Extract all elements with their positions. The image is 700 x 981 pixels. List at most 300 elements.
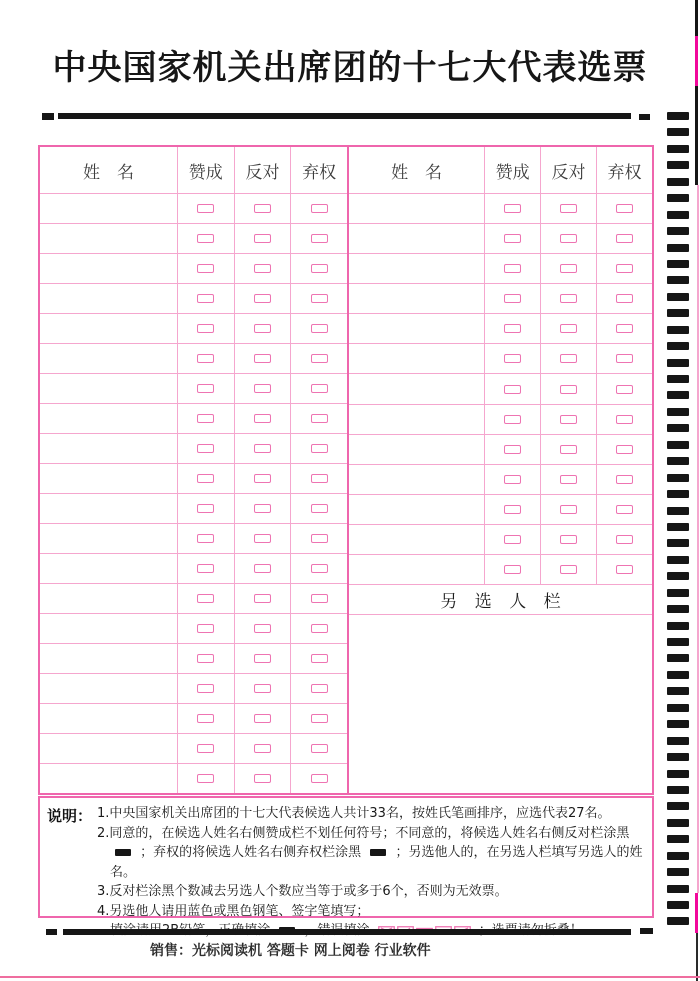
candidate-name-cell[interactable] [40,194,177,223]
vote-bubble-abstain[interactable] [616,204,633,213]
vote-cell-oppose [234,404,291,433]
vote-cell-approve [484,374,540,403]
vote-bubble-abstain[interactable] [311,354,328,363]
timing-mark [667,770,689,778]
timing-mark [667,622,689,630]
timing-mark [667,523,689,531]
vote-cell-oppose [234,434,291,463]
registration-square-bottom-left [46,929,57,935]
vote-bubble-abstain[interactable] [311,234,328,243]
timing-mark [667,161,689,169]
timing-mark [667,917,689,925]
vote-bubble-approve[interactable] [504,565,521,574]
timing-mark [667,260,689,268]
vote-cell-approve [177,554,234,583]
vote-bubble-oppose[interactable] [254,354,271,363]
paper-edge-artifact [695,893,698,933]
vote-bubble-oppose[interactable] [560,535,577,544]
vote-bubble-approve[interactable] [197,474,214,483]
vote-bubble-oppose[interactable] [254,294,271,303]
vote-cell-oppose [234,614,291,643]
vote-cell-approve [484,525,540,554]
timing-mark [667,227,689,235]
candidate-name-cell[interactable] [349,555,484,584]
candidate-row [40,374,347,404]
vote-cell-abstain [290,704,347,733]
candidate-row [40,554,347,584]
vote-bubble-abstain[interactable] [311,414,328,423]
vote-cell-abstain [290,464,347,493]
vote-bubble-oppose[interactable] [254,414,271,423]
candidate-row [349,284,652,314]
timing-mark [667,391,689,399]
vote-cell-oppose [540,405,596,434]
vote-cell-abstain [596,344,652,373]
vote-bubble-approve[interactable] [504,475,521,484]
vote-bubble-abstain[interactable] [616,294,633,303]
vote-bubble-oppose[interactable] [254,504,271,513]
vote-bubble-abstain[interactable] [311,204,328,213]
candidate-row [349,405,652,435]
candidate-row [40,764,347,793]
vote-bubble-approve[interactable] [197,234,214,243]
timing-mark [667,819,689,827]
ballot-table [38,145,654,795]
vote-bubble-abstain[interactable] [311,684,328,693]
vote-cell-oppose [540,495,596,524]
vote-bubble-approve[interactable] [504,505,521,514]
instructions-box [38,796,654,918]
vote-cell-approve [177,374,234,403]
vote-bubble-oppose[interactable] [560,475,577,484]
candidate-name-cell[interactable] [40,584,177,613]
vote-cell-approve [484,194,540,223]
vote-cell-approve [177,704,234,733]
candidate-name-cell[interactable] [349,465,484,494]
candidate-name-cell[interactable] [349,495,484,524]
vote-cell-abstain [290,404,347,433]
vote-cell-oppose [234,554,291,583]
vote-bubble-oppose[interactable] [254,624,271,633]
candidate-name-cell[interactable] [40,554,177,583]
vote-bubble-approve[interactable] [197,654,214,663]
candidate-name-cell[interactable] [349,344,484,373]
candidate-row [349,495,652,525]
vote-bubble-abstain[interactable] [311,714,328,723]
candidate-name-cell[interactable] [40,644,177,673]
candidate-row [349,374,652,404]
header-name: 姓 名 [82,162,134,183]
vote-cell-abstain [290,584,347,613]
candidate-row [40,254,347,284]
timing-mark [667,194,689,202]
write-in-area[interactable] [349,615,652,793]
vote-cell-abstain [596,525,652,554]
vote-bubble-approve[interactable] [504,294,521,303]
vote-bubble-oppose[interactable] [254,264,271,273]
vote-bubble-abstain[interactable] [311,264,328,273]
vote-bubble-oppose[interactable] [254,684,271,693]
header-oppose: 反对 [234,147,291,193]
vote-cell-oppose [540,344,596,373]
header-oppose: 反对 [540,147,596,193]
vote-bubble-approve[interactable] [197,534,214,543]
vote-cell-approve [484,254,540,283]
vote-cell-oppose [540,224,596,253]
vote-cell-approve [484,405,540,434]
vote-bubble-approve[interactable] [197,564,214,573]
vote-bubble-abstain[interactable] [311,504,328,513]
vote-bubble-abstain[interactable] [311,294,328,303]
vote-cell-approve [177,464,234,493]
candidate-row [40,494,347,524]
vote-cell-approve [484,314,540,343]
vote-cell-oppose [540,555,596,584]
vote-cell-approve [177,404,234,433]
vote-cell-approve [177,764,234,793]
vote-cell-oppose [234,224,291,253]
candidate-row [40,464,347,494]
timing-mark [667,424,689,432]
vote-cell-approve [177,494,234,523]
vote-cell-oppose [234,674,291,703]
timing-mark [667,276,689,284]
vote-bubble-approve[interactable] [197,774,214,783]
vote-bubble-oppose[interactable] [560,234,577,243]
candidate-row [40,674,347,704]
vote-bubble-abstain[interactable] [616,234,633,243]
candidate-name-cell[interactable] [40,464,177,493]
timing-mark [667,654,689,662]
vote-bubble-abstain[interactable] [616,385,633,394]
vote-bubble-abstain[interactable] [311,444,328,453]
registration-square-top-left [42,113,54,120]
vote-bubble-approve[interactable] [197,384,214,393]
timing-mark [667,572,689,580]
vote-bubble-approve[interactable] [504,324,521,333]
vote-bubble-oppose[interactable] [254,594,271,603]
candidate-name-cell[interactable] [40,254,177,283]
paper-edge-artifact [696,933,698,981]
candidate-row [349,224,652,254]
vote-bubble-approve[interactable] [197,294,214,303]
vote-cell-abstain [596,284,652,313]
vote-bubble-approve[interactable] [504,264,521,273]
instructions-list [97,804,646,919]
candidate-row [349,344,652,374]
vote-bubble-abstain[interactable] [616,264,633,273]
vote-bubble-approve[interactable] [197,264,214,273]
instruction-text: ；弃权的将候选人姓名右侧弃权栏涂黑 [140,845,362,860]
vote-bubble-oppose[interactable] [560,415,577,424]
vote-cell-oppose [540,284,596,313]
vote-bubble-oppose[interactable] [560,445,577,454]
timing-mark [667,737,689,745]
timing-mark [667,852,689,860]
vote-bubble-abstain[interactable] [311,324,328,333]
vote-cell-oppose [234,344,291,373]
vote-cell-approve [484,465,540,494]
candidate-name-cell[interactable] [40,494,177,523]
vote-bubble-oppose[interactable] [560,565,577,574]
vote-cell-abstain [290,614,347,643]
candidate-name-cell[interactable] [40,344,177,373]
registration-dash-top-right [639,114,650,120]
candidate-name-cell[interactable] [349,405,484,434]
timing-mark [667,309,689,317]
registration-rule-bottom [63,929,631,935]
timing-mark [667,786,689,794]
paper-edge-bottom-line [0,976,700,978]
vote-cell-approve [177,584,234,613]
vote-cell-approve [177,284,234,313]
table-header-row [349,147,652,194]
instruction-item-1 [97,804,646,824]
candidate-name-cell[interactable] [349,194,484,223]
timing-mark [667,704,689,712]
candidate-row [349,435,652,465]
vote-cell-abstain [596,194,652,223]
vote-cell-oppose [540,525,596,554]
vote-cell-abstain [290,374,347,403]
vote-bubble-oppose[interactable] [254,744,271,753]
vote-bubble-approve[interactable] [197,414,214,423]
candidate-name-cell[interactable] [40,284,177,313]
timing-mark [667,375,689,383]
candidate-name-cell[interactable] [40,734,177,763]
candidate-row [349,254,652,284]
candidate-name-cell[interactable] [349,314,484,343]
header-abstain: 弃权 [290,147,347,193]
vote-bubble-oppose[interactable] [254,324,271,333]
timing-mark [667,605,689,613]
candidate-rows-right [349,194,652,585]
vote-bubble-oppose[interactable] [560,324,577,333]
alternate-candidate-header: 另 选 人 栏 [349,585,652,615]
vote-bubble-oppose[interactable] [254,204,271,213]
vote-bubble-oppose[interactable] [560,204,577,213]
vote-cell-approve [177,734,234,763]
paper-edge-artifact [695,86,698,185]
vote-bubble-approve[interactable] [504,204,521,213]
vote-cell-oppose [540,465,596,494]
vote-bubble-approve[interactable] [197,204,214,213]
vote-cell-abstain [596,254,652,283]
timing-mark [667,753,689,761]
vote-cell-oppose [234,734,291,763]
vote-bubble-abstain[interactable] [311,564,328,573]
candidate-name-cell[interactable] [40,404,177,433]
candidate-row [349,525,652,555]
candidate-name-cell[interactable] [40,704,177,733]
vote-bubble-approve[interactable] [197,714,214,723]
vote-bubble-abstain[interactable] [311,474,328,483]
vote-bubble-oppose[interactable] [254,564,271,573]
vote-bubble-approve[interactable] [197,624,214,633]
instruction-text: 2.同意的，在候选人姓名右侧赞成栏不划任何符号；不同意的，将候选人姓名右侧反对栏涂黑 [97,825,630,841]
vote-bubble-abstain[interactable] [616,535,633,544]
vote-bubble-approve[interactable] [197,594,214,603]
vote-bubble-oppose[interactable] [560,354,577,363]
vote-cell-approve [177,434,234,463]
timing-mark [667,293,689,301]
candidate-row [349,555,652,585]
vote-bubble-approve[interactable] [197,354,214,363]
vote-bubble-approve[interactable] [504,445,521,454]
timing-mark [667,326,689,334]
vote-bubble-abstain[interactable] [616,475,633,484]
vote-bubble-approve[interactable] [197,444,214,453]
vote-bubble-approve[interactable] [197,684,214,693]
candidate-name-cell[interactable] [349,374,484,403]
timing-mark [667,112,689,120]
vote-cell-abstain [290,554,347,583]
instruction-item-3 [97,882,646,902]
candidate-name-cell[interactable] [349,254,484,283]
candidate-row [40,434,347,464]
timing-mark [667,556,689,564]
vote-bubble-approve[interactable] [197,324,214,333]
vote-cell-oppose [234,524,291,553]
vote-bubble-approve[interactable] [504,354,521,363]
candidate-row [349,465,652,495]
timing-mark-column [667,112,689,926]
vote-bubble-oppose[interactable] [254,444,271,453]
header-approve: 赞成 [177,147,234,193]
vote-bubble-approve[interactable] [504,385,521,394]
vote-cell-approve [177,254,234,283]
timing-mark [667,128,689,136]
timing-mark [667,802,689,810]
vote-cell-oppose [234,374,291,403]
vote-cell-approve [484,224,540,253]
candidate-row [40,734,347,764]
candidate-name-cell[interactable] [349,284,484,313]
candidate-name-cell[interactable] [40,614,177,643]
vote-cell-abstain [596,224,652,253]
instruction-item-2 [97,824,646,883]
instruction-text: 4.另选他人请用蓝色或黑色钢笔、签字笔填写； [97,903,370,919]
vendor-footer: 销售：光标阅读机 答题卡 网上阅卷 行业软件 [150,943,431,959]
vote-cell-approve [177,674,234,703]
vote-bubble-abstain[interactable] [311,624,328,633]
vote-bubble-abstain[interactable] [616,324,633,333]
timing-mark [667,671,689,679]
timing-mark [667,835,689,843]
vote-bubble-oppose[interactable] [560,294,577,303]
vote-cell-abstain [596,465,652,494]
vote-bubble-abstain[interactable] [311,384,328,393]
vote-bubble-abstain[interactable] [616,505,633,514]
vote-cell-oppose [540,374,596,403]
vote-cell-abstain [596,555,652,584]
candidate-row [40,314,347,344]
candidate-name-cell[interactable] [349,525,484,554]
vote-cell-abstain [290,224,347,253]
paper-edge-artifact [697,185,699,893]
vote-cell-oppose [234,704,291,733]
vote-cell-oppose [540,194,596,223]
vote-bubble-oppose[interactable] [560,385,577,394]
vote-cell-abstain [596,495,652,524]
header-abstain: 弃权 [596,147,652,193]
vote-bubble-abstain[interactable] [616,354,633,363]
timing-mark [667,638,689,646]
instruction-text: 3.反对栏涂黑个数减去另选人个数应当等于或多于6个，否则为无效票。 [97,884,508,899]
candidate-name-cell[interactable] [40,224,177,253]
vote-bubble-oppose[interactable] [560,505,577,514]
vote-bubble-abstain[interactable] [616,445,633,454]
vote-bubble-oppose[interactable] [254,774,271,783]
candidate-name-cell[interactable] [40,314,177,343]
instructions-label: 说明： [47,807,93,825]
timing-mark [667,901,689,909]
vote-bubble-abstain[interactable] [616,415,633,424]
vote-cell-approve [177,224,234,253]
vote-bubble-oppose[interactable] [254,654,271,663]
candidate-name-cell[interactable] [349,224,484,253]
vote-bubble-approve[interactable] [197,744,214,753]
candidate-name-cell[interactable] [40,374,177,403]
timing-mark [667,178,689,186]
timing-mark [667,539,689,547]
vote-cell-abstain [290,674,347,703]
vote-bubble-oppose[interactable] [254,384,271,393]
vote-cell-abstain [290,734,347,763]
vote-bubble-approve[interactable] [504,415,521,424]
vote-bubble-approve[interactable] [504,535,521,544]
vote-bubble-abstain[interactable] [311,774,328,783]
candidate-name-cell[interactable] [40,764,177,793]
timing-mark [667,589,689,597]
candidate-name-cell[interactable] [40,674,177,703]
vote-cell-oppose [540,435,596,464]
candidate-row [349,314,652,344]
vote-cell-oppose [234,464,291,493]
timing-mark [667,885,689,893]
vote-bubble-oppose[interactable] [254,714,271,723]
candidate-name-cell[interactable] [40,434,177,463]
vote-bubble-approve[interactable] [504,234,521,243]
vote-bubble-approve[interactable] [197,504,214,513]
vote-cell-abstain [290,494,347,523]
ballot-table-right-half [349,147,652,793]
vote-cell-abstain [290,254,347,283]
header-name: 姓 名 [391,162,443,183]
vote-bubble-abstain[interactable] [311,534,328,543]
ballot-table-left-half [40,147,349,793]
timing-mark [667,687,689,695]
correct-fill-mark-icon [370,849,386,856]
vote-bubble-oppose[interactable] [560,264,577,273]
candidate-name-cell[interactable] [40,524,177,553]
vote-cell-oppose [234,494,291,523]
candidate-row [40,644,347,674]
vote-bubble-abstain[interactable] [311,594,328,603]
vote-bubble-abstain[interactable] [311,744,328,753]
candidate-row [40,194,347,224]
vote-cell-abstain [596,405,652,434]
vote-bubble-abstain[interactable] [311,654,328,663]
vote-bubble-oppose[interactable] [254,534,271,543]
vote-cell-oppose [234,194,291,223]
candidate-row [40,404,347,434]
vote-bubble-oppose[interactable] [254,234,271,243]
vote-cell-approve [484,344,540,373]
candidate-name-cell[interactable] [349,435,484,464]
vote-bubble-abstain[interactable] [616,565,633,574]
vote-bubble-oppose[interactable] [254,474,271,483]
